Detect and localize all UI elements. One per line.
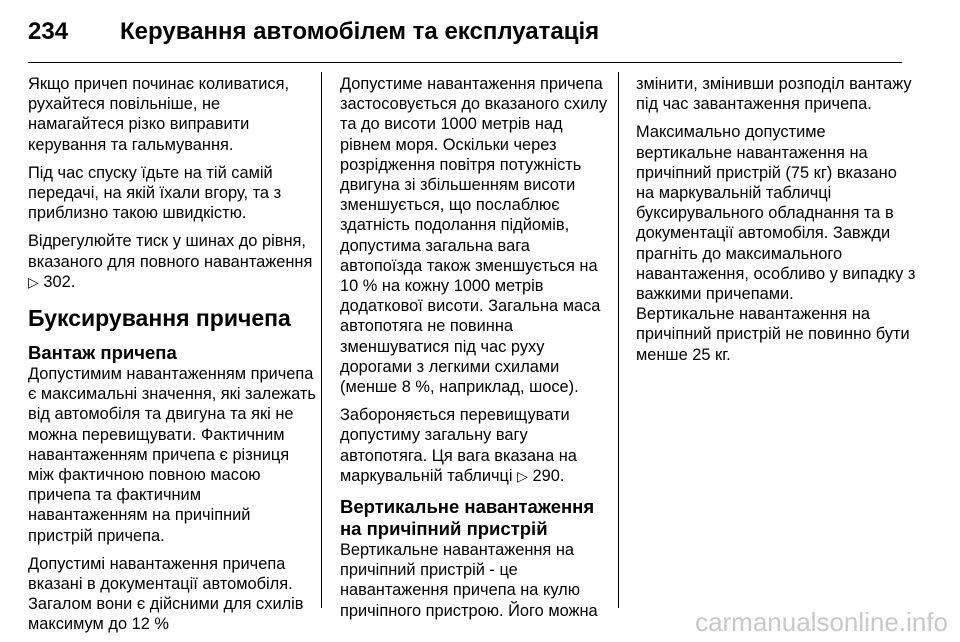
paragraph: Якщо причеп починає коливатися, рухайтеся повільніше, не намагайтеся різко виправити керування та гальмування.: [28, 75, 290, 154]
column-right: [636, 74, 916, 373]
column-divider: [321, 72, 322, 608]
paragraph-text: Відрегулюйте тиск у шинах до рівня, вказаного для повного навантаження: [28, 232, 313, 271]
page-number: 234: [28, 18, 69, 45]
subsection-heading: Вертикальне навантаження на причіпний пристрій: [340, 496, 595, 540]
column-divider: [618, 72, 619, 608]
paragraph: Під час спуску їдьте на тій самій передачі, на якій їхали вгору, та з приблизно такою швидкістю.: [28, 163, 282, 223]
chevron-right-icon: ▷: [517, 467, 528, 484]
page-reference[interactable]: 302.: [43, 272, 76, 291]
paragraph: Допустимим навантаженням причепа є максимальні значення, які залежать від автомобіля та двигуна та які не можна перевищувати. Фактичним навантаженням причепа є різниця між фактичною повною масою причепа та фактичним навантаженням на причіпний пристрій причепа.: [28, 365, 316, 545]
paragraph: Вертикальне навантаження на причіпний пристрій не повинно бути менше 25 кг.: [636, 305, 910, 364]
paragraph: Максимально допустиме вертикальне навантаження на причіпний пристрій (75 кг) вказано на маркувальній табличці буксирувального обладнання та в документації автомобіля. Завжди прагніть до максимального навантаження, особливо у випадку з важкими причепами.: [636, 123, 916, 304]
header-divider: [28, 62, 902, 63]
paragraph: [28, 231, 318, 292]
subsection-heading: Вантаж причепа: [28, 342, 177, 364]
paragraph: змінити, змінивши розподіл вантажу під час завантаження причепа.: [636, 75, 912, 114]
section-heading: Буксирування причепа: [28, 305, 291, 332]
column-middle: [340, 74, 610, 621]
chevron-right-icon: ▷: [28, 273, 39, 290]
paragraph-text: Забороняється перевищувати допустиму загальну вагу автопотяга. Ця вага вказана на маркувальній табличці: [340, 406, 577, 485]
column-left: [28, 74, 318, 635]
paragraph: Допустимі навантаження причепа вказані в документації автомобіля. Загалом вони є дійсними для схилів максимум до 12 %: [28, 554, 304, 634]
paragraph: Допустиме навантаження причепа застосовується до вказаного схилу та до висоти 1000 метрів над рівнем моря. Оскільки через розрідження повітря потужність двигуна зі збільшенням висоти зменшується, що послаблює здатність подолання підйомів, допустима загальна вага автопоїзда також зменшується на 10 % на кожну 1000 метрів додаткової висоти. Загальна маса автопотяга не повинна зменшуватися під час руху дорогами з легкими схилами (менше 8 %, наприклад, шосе).: [340, 75, 608, 397]
page-title: Керування автомобілем та експлуатація: [120, 18, 600, 45]
paragraph: Вертикальне навантаження на причіпний пристрій - це навантаження причепа на кулю причіпного пристрою. Його можна: [340, 541, 598, 620]
page-header: [28, 12, 599, 52]
watermark: carmanualsonline.info: [695, 607, 948, 637]
paragraph: [340, 405, 610, 486]
page-reference[interactable]: 290.: [532, 466, 565, 485]
